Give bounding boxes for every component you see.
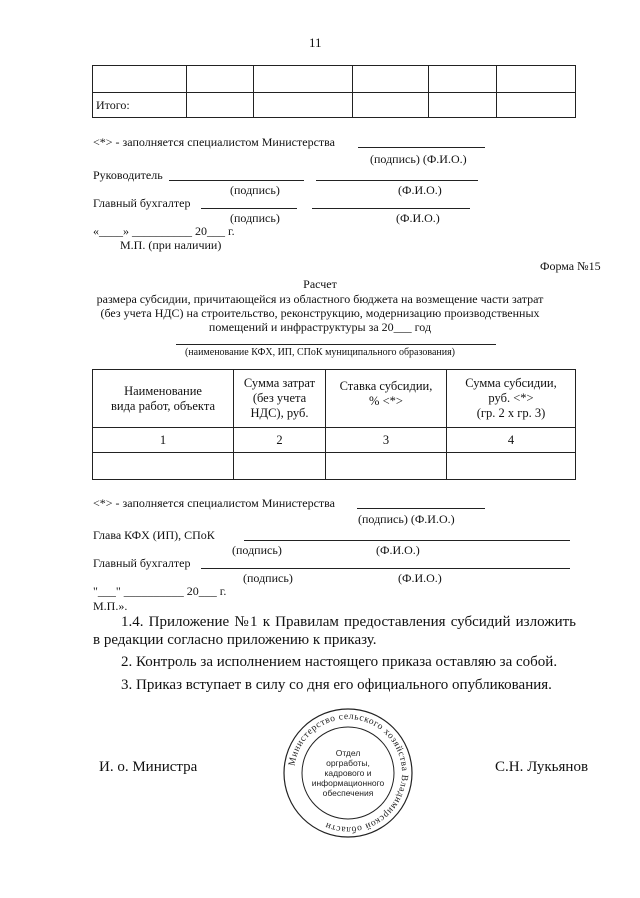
header-rate: Ставка субсидии, % <*> <box>326 370 447 428</box>
head-kfh-label: Глава КФХ (ИП), СПоК <box>93 528 215 542</box>
sign-fio-caption-2: (подпись) (Ф.И.О.) <box>358 512 455 526</box>
signature-position: И. о. Министра <box>99 759 198 775</box>
signature-name: С.Н. Лукьянов <box>495 759 589 775</box>
form-subtitle-2: (без учета НДС) на строительство, реконструкцию, модернизацию производственных <box>100 306 540 320</box>
paragraph-1-4-line2: в редакции согласно приложению к приказу. <box>93 632 377 648</box>
seal-label: М.П. (при наличии) <box>120 238 222 252</box>
head-kfh-fio-caption: (Ф.И.О.) <box>376 543 420 557</box>
accountant-sign-caption: (подпись) <box>230 211 280 225</box>
paragraph-3: 3. Приказ вступает в силу со дня его официального опубликования. <box>121 677 552 693</box>
head-kfh-line <box>244 540 570 541</box>
accountant-line-2 <box>201 568 570 569</box>
paragraph-1-4-line1: 1.4. Приложение №1 к Правилам предоставления субсидий изложить <box>121 614 576 630</box>
paragraph-2: 2. Контроль за исполнением настоящего приказа оставляю за собой. <box>121 654 558 670</box>
stamp-center-line: кадрового и <box>324 768 372 778</box>
page-number: 11 <box>309 35 322 50</box>
date-line: «____» __________ 20___ г. <box>93 224 235 238</box>
total-label: Итого: <box>93 93 187 118</box>
chief-accountant-label-2: Главный бухгалтер <box>93 556 191 570</box>
accountant-sign-caption-2: (подпись) <box>243 571 293 585</box>
form-subtitle-3: помещений и инфраструктуры за 20___ год <box>208 320 432 334</box>
col-number-4: 4 <box>447 428 576 453</box>
org-caption: (наименование КФХ, ИП, СПоК муниципального образования) <box>184 347 456 358</box>
head-sign-caption: (подпись) <box>230 183 280 197</box>
signature-line-2 <box>357 508 485 509</box>
col-number-3: 3 <box>326 428 447 453</box>
date-line-2: "___" __________ 20___ г. <box>93 584 227 598</box>
head-fio-caption: (Ф.И.О.) <box>398 183 442 197</box>
stamp-center-line: информационного <box>311 778 385 788</box>
calculation-table <box>92 369 576 480</box>
form-number: Форма №15 <box>540 259 601 273</box>
form-subtitle-1: размера субсидии, причитающейся из областного бюджета на возмещение части затрат <box>96 292 544 306</box>
chief-accountant-label: Главный бухгалтер <box>93 196 191 210</box>
head-fio-line <box>316 180 478 181</box>
stamp-center-line: обеспечения <box>322 788 374 798</box>
stamp-ring-text: Министерство сельского хозяйства Владимирской области <box>287 711 410 835</box>
header-cost: Сумма затрат (без учета НДС), руб. <box>234 370 326 428</box>
accountant-fio-caption-2: (Ф.И.О.) <box>398 571 442 585</box>
header-subsidy: Сумма субсидии, руб. <*> (гр. 2 х гр. 3) <box>447 370 576 428</box>
seal-label-2: М.П.». <box>93 599 128 613</box>
stamp-center-line: оргработы, <box>326 758 370 768</box>
stamp-center-line: Отдел <box>335 748 361 758</box>
department-stamp <box>281 706 415 840</box>
col-number-2: 2 <box>234 428 326 453</box>
specialist-note: <*> - заполняется специалистом Министерства <box>93 135 335 149</box>
accountant-fio-caption: (Ф.И.О.) <box>396 211 440 225</box>
signature-line <box>358 147 485 148</box>
header-work-type: Наименование вида работ, объекта <box>93 370 234 428</box>
org-name-line <box>176 344 496 345</box>
form-title: Расчет <box>303 277 337 291</box>
accountant-fio-line <box>312 208 470 209</box>
accountant-sign-line <box>201 208 297 209</box>
top-table <box>92 65 576 118</box>
head-label: Руководитель <box>93 168 163 182</box>
specialist-note-2: <*> - заполняется специалистом Министерства <box>93 496 335 510</box>
head-kfh-sign-caption: (подпись) <box>232 543 282 557</box>
head-sign-line <box>169 180 304 181</box>
sign-fio-caption: (подпись) (Ф.И.О.) <box>370 152 467 166</box>
col-number-1: 1 <box>93 428 234 453</box>
